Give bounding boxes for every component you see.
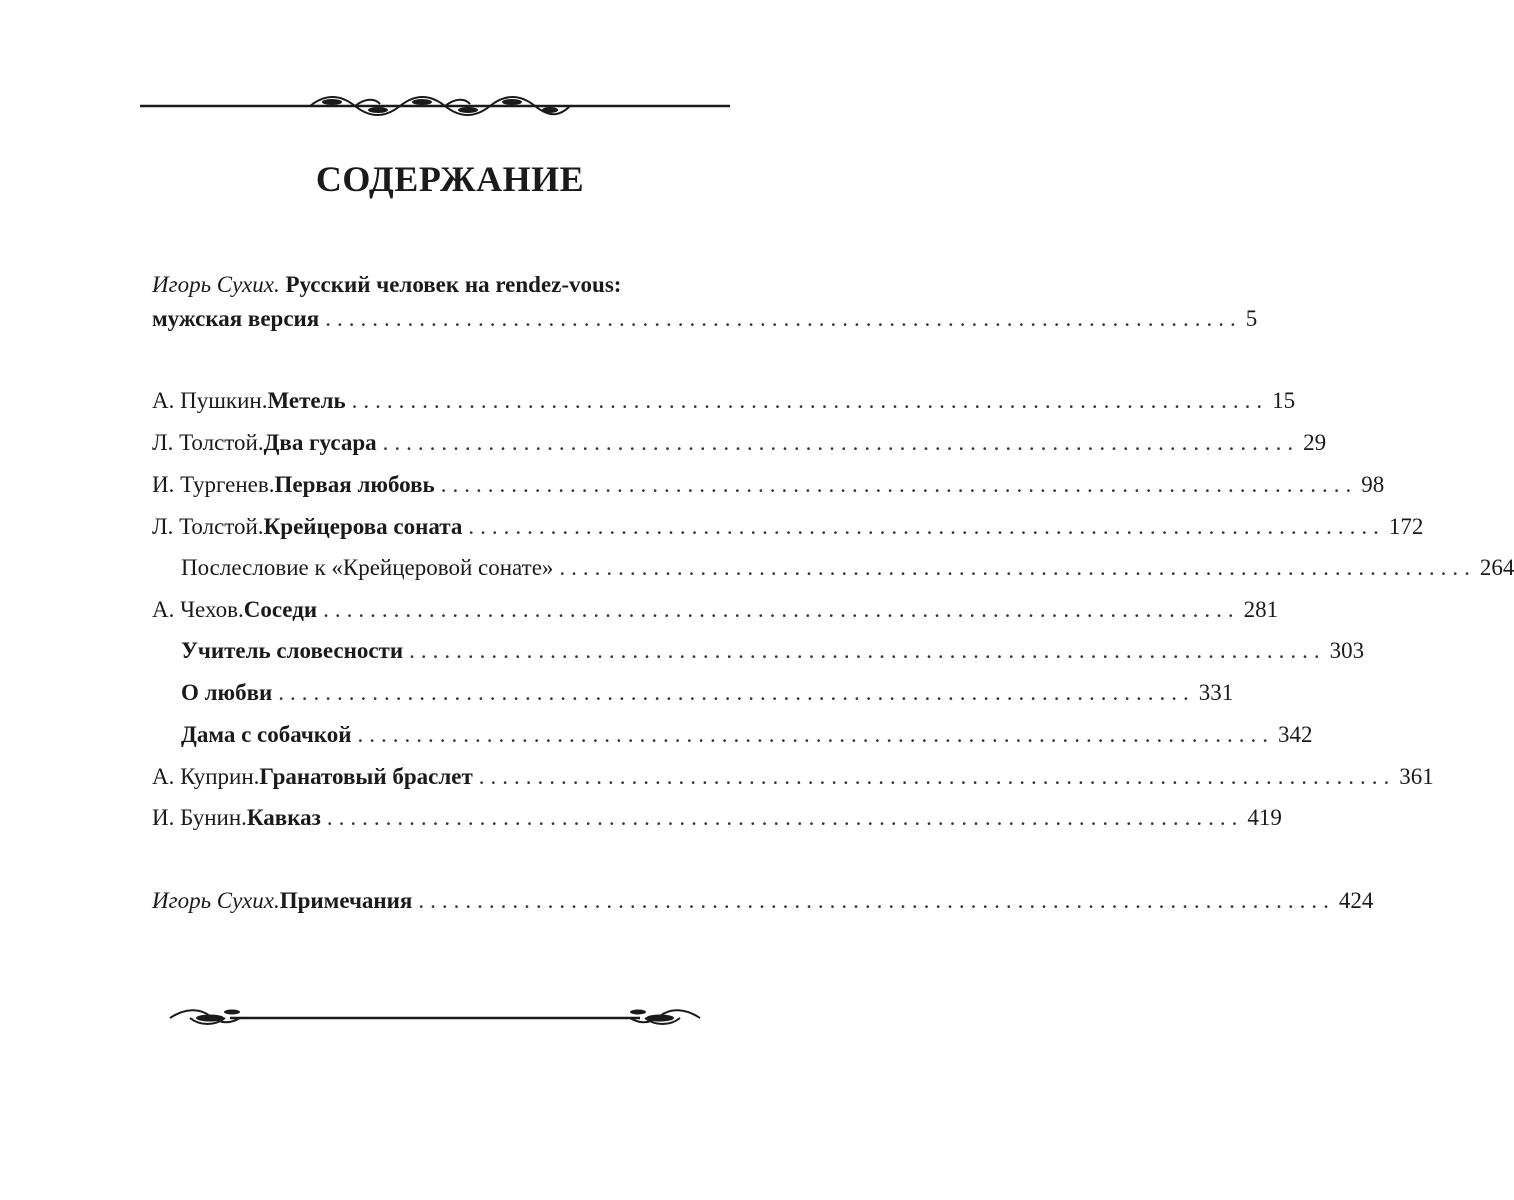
dot-leader: .............................................................................. bbox=[559, 555, 1476, 580]
entry-page-number: 15 bbox=[1272, 388, 1296, 413]
toc-entry bbox=[181, 712, 1313, 747]
toc-entry bbox=[181, 628, 1365, 663]
intro-entry-line2 bbox=[152, 296, 1258, 331]
dot-leader: .............................................................................. bbox=[325, 306, 1242, 331]
entry-page-number: 264 bbox=[1479, 555, 1514, 580]
entry-author: Л. Толстой. bbox=[152, 514, 264, 539]
intro-entry-line1 bbox=[152, 272, 621, 298]
entry-page-number: 172 bbox=[1388, 514, 1424, 539]
toc-entry bbox=[152, 795, 1282, 830]
intro-title-line2: мужская версия bbox=[152, 306, 320, 331]
entry-author: А. Пушкин. bbox=[152, 388, 268, 413]
toc-entry bbox=[181, 545, 1514, 580]
entry-title: Соседи bbox=[243, 597, 318, 622]
entry-title: Крейцерова соната bbox=[263, 514, 463, 539]
entry-author: А. Чехов. bbox=[152, 597, 244, 622]
dot-leader: .............................................................................. bbox=[468, 514, 1385, 539]
dot-leader: .............................................................................. bbox=[440, 472, 1358, 497]
notes-entry bbox=[152, 878, 1374, 913]
entry-author: Л. Толстой. bbox=[152, 430, 264, 455]
dot-leader: .............................................................................. bbox=[478, 764, 1396, 789]
dot-leader: .............................................................................. bbox=[323, 597, 1240, 622]
entry-title: Кавказ bbox=[246, 805, 321, 830]
toc-entry bbox=[181, 670, 1234, 705]
entry-author: И. Бунин. bbox=[152, 805, 247, 830]
entry-page-number: 419 bbox=[1247, 805, 1282, 830]
entry-title: Гранатовый браслет bbox=[259, 764, 473, 789]
entry-author: А. Куприн. bbox=[152, 764, 260, 789]
entry-author: И. Тургенев. bbox=[152, 472, 275, 497]
notes-author: Игорь Сухих. bbox=[152, 888, 280, 913]
dot-leader: .............................................................................. bbox=[418, 888, 1335, 913]
entry-title: О любви bbox=[181, 680, 273, 705]
dot-leader: .............................................................................. bbox=[357, 722, 1275, 747]
dot-leader: .............................................................................. bbox=[409, 638, 1326, 663]
dot-leader: .............................................................................. bbox=[382, 430, 1300, 455]
intro-page-number: 5 bbox=[1245, 306, 1258, 331]
dot-leader: .............................................................................. bbox=[278, 680, 1195, 705]
entry-page-number: 361 bbox=[1399, 764, 1434, 789]
notes-title: Примечания bbox=[279, 888, 413, 913]
entry-title: Два гусара bbox=[263, 430, 377, 455]
toc-entry bbox=[152, 462, 1385, 497]
toc-entry bbox=[152, 587, 1279, 622]
dot-leader: .............................................................................. bbox=[351, 388, 1269, 413]
entry-title: Дама с собачкой bbox=[181, 722, 352, 747]
entry-page-number: 281 bbox=[1243, 597, 1279, 622]
entry-page-number: 29 bbox=[1303, 430, 1327, 455]
entry-page-number: 342 bbox=[1278, 722, 1313, 747]
entry-page-number: 331 bbox=[1198, 680, 1234, 705]
bottom-ornamental-divider bbox=[170, 998, 700, 1038]
entry-page-number: 98 bbox=[1361, 472, 1385, 497]
entry-title: Послесловие к «Крейцеровой сонате» bbox=[181, 555, 554, 580]
entry-title: Учитель словесности bbox=[181, 638, 404, 663]
toc-entry bbox=[152, 754, 1434, 789]
notes-page-number: 424 bbox=[1338, 888, 1374, 913]
toc-entry bbox=[152, 504, 1424, 539]
toc-entry bbox=[152, 420, 1327, 455]
dot-leader: .............................................................................. bbox=[326, 805, 1244, 830]
entry-title: Первая любовь bbox=[274, 472, 435, 497]
intro-author: Игорь Сухих. bbox=[152, 272, 280, 297]
toc-entry bbox=[152, 378, 1296, 413]
entry-page-number: 303 bbox=[1329, 638, 1365, 663]
entry-title: Метель bbox=[267, 388, 346, 413]
top-ornamental-divider bbox=[140, 86, 730, 126]
intro-title-line1: Русский человек на rendez-vous: bbox=[285, 272, 622, 297]
page-title: СОДЕРЖАНИЕ bbox=[315, 159, 585, 199]
